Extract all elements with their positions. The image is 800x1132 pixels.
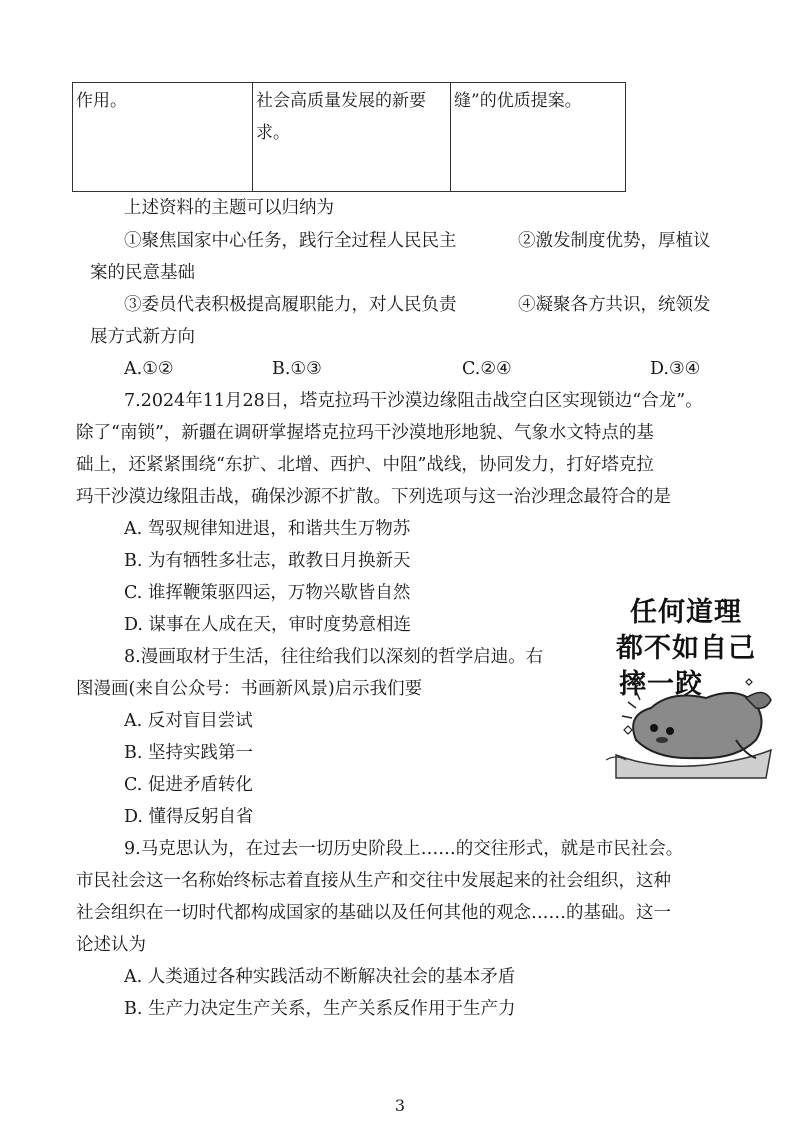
comic-caption-line-1: 任何道理	[630, 597, 742, 628]
comic-caption-line-2: 都不如自己	[616, 633, 756, 664]
q8-option-c: C. 促进矛盾转化	[124, 775, 253, 795]
fallen-animal-drawing	[596, 590, 776, 790]
q9-option-b: B. 生产力决定生产关系，生产关系反作用于生产力	[124, 999, 516, 1019]
q9-stem-line-3: 社会组织在一切时代都构成国家的基础以及任何其他的观念……的基础。这一	[76, 903, 671, 923]
q6-option-3: ③委员代表积极提高履职能力，对人民负责	[124, 295, 457, 315]
q8-option-b: B. 坚持实践第一	[124, 743, 253, 763]
q8-option-a: A. 反对盲目尝试	[124, 711, 253, 731]
q8-option-d: D. 懂得反躬自省	[124, 807, 254, 827]
q7-option-a: A. 驾驭规律知进退，和谐共生万物苏	[124, 519, 411, 539]
q7-stem-line-4: 玛干沙漠边缘阻击战，确保沙源不扩散。下列选项与这一治沙理念最符合的是	[76, 487, 671, 507]
comic-caption-line-3: 摔一跤	[619, 669, 703, 700]
q6-choice-d: D.③④	[650, 359, 701, 379]
q7-stem-line-2: 除了“南锁”，新疆在调研掌握塔克拉玛干沙漠地形地貌、气象水文特点的基	[76, 423, 654, 443]
q6-option-1: ①聚焦国家中心任务，践行全过程人民民主	[124, 231, 457, 251]
q6-choice-a: A.①②	[124, 359, 174, 379]
q7-stem-line-1: 7.2024年11月28日，塔克拉玛干沙漠边缘阻击战空白区实现锁边“合龙”。	[124, 391, 703, 411]
q8-stem-line-2: 图漫画(来自公众号：书画新风景)启示我们要	[76, 679, 423, 699]
q7-option-d: D. 谋事在人成在天，审时度势意相连	[124, 615, 412, 635]
table-row	[73, 83, 626, 192]
q6-option-2: ②激发制度优势，厚植议	[518, 231, 711, 251]
q9-stem-line-1: 9.马克思认为，在过去一切历史阶段上……的交往形式，就是市民社会。	[124, 839, 684, 859]
q6-choice-c: C.②④	[462, 359, 512, 379]
q6-choice-b: B.①③	[272, 359, 322, 379]
proposal-table	[72, 82, 626, 192]
table-cell-2: 社会高质量发展的新要求。	[253, 83, 451, 192]
q6-option-4-cont: 展方式新方向	[90, 327, 195, 347]
q7-option-c: C. 谁挥鞭策驱四运，万物兴歇皆自然	[124, 583, 411, 603]
q6-option-4: ④凝聚各方共识，统领发	[518, 295, 711, 315]
page-number: 3	[394, 1096, 406, 1115]
q6-option-2-cont: 案的民意基础	[90, 263, 195, 283]
q9-stem-line-2: 市民社会这一名称始终标志着直接从生产和交往中发展起来的社会组织，这种	[76, 871, 671, 891]
comic-illustration	[596, 590, 776, 790]
table-cell-3: 缝”的优质提案。	[451, 83, 626, 192]
q8-stem-line-1: 8.漫画取材于生活，往往给我们以深刻的哲学启迪。右	[124, 647, 544, 667]
q6-summary: 上述资料的主题可以归纳为	[124, 198, 334, 218]
q7-stem-line-3: 础上，还紧紧围绕“东扩、北增、西护、中阻”战线，协同发力，打好塔克拉	[76, 455, 654, 475]
q7-option-b: B. 为有牺牲多壮志，敢教日月换新天	[124, 551, 411, 571]
table-cell-1: 作用。	[73, 83, 253, 192]
q9-option-a: A. 人类通过各种实践活动不断解决社会的基本矛盾	[124, 967, 516, 987]
q9-stem-line-4: 论述认为	[76, 935, 146, 955]
